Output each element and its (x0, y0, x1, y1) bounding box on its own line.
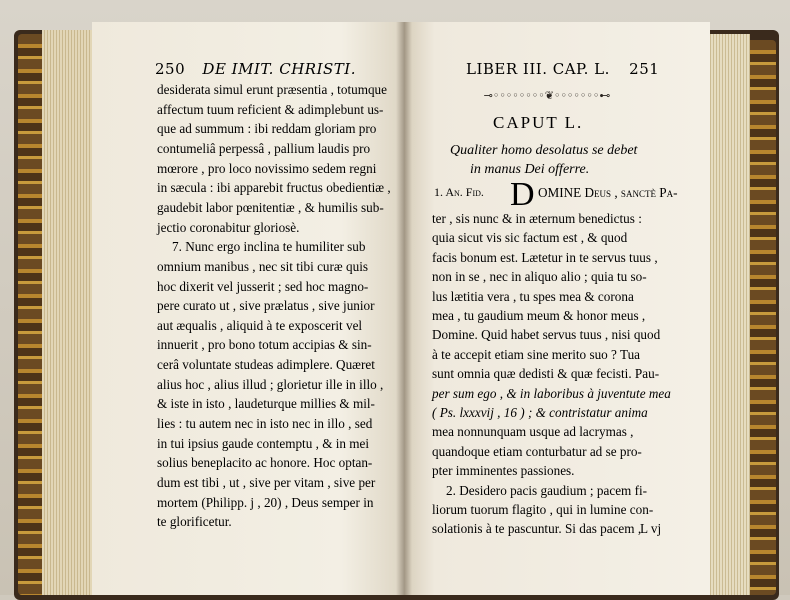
signature-mark: L vj (640, 521, 662, 536)
right-running-title: LIBER III. CAP. L. (466, 60, 610, 78)
right-page-block (708, 34, 750, 595)
left-text-line: omnium manibus , nec sit tibi curæ quis (157, 258, 368, 274)
left-text-line: lies : tu autem nec in isto nec in illo , sed (157, 416, 373, 432)
book-gutter (396, 22, 412, 595)
left-text-line: hoc dixerit vel jusserit ; sed hoc magno- (157, 278, 369, 294)
right-text-line: sunt omnia quæ dedisti & quæ fecisti. Pau- (432, 366, 660, 382)
left-text-line: alius hoc , alius illud ; glorietur ille in illo , (157, 376, 384, 392)
left-cover-edge (18, 34, 44, 595)
left-text-line: in sæcula : ibi apparebit fructus obedientiæ , (157, 180, 391, 196)
right-text-line: ter , sis nunc & in æternum benedictus : (432, 211, 642, 226)
left-text-line: & iste in isto , laudeturque millies & mil- (157, 396, 375, 412)
left-text-line: te glorificetur. (157, 514, 232, 530)
left-text-line: 7. Nunc ergo inclina te humiliter sub (172, 239, 366, 255)
left-text-line: innuerit , pro bono totum accipias & sin- (157, 337, 372, 353)
right-text-line: ( Ps. lxxxvij , 16 ) ; & contristatur anima (432, 405, 648, 420)
ornament-rule: ⊸◦◦◦◦◦◦◦◦❦◦◦◦◦◦◦◦⊷ (483, 89, 611, 102)
left-text-line: aut æqualis , aliquid à te exposcerit vel (157, 317, 363, 333)
left-text-line: cerâ voluntate studeas adimplere. Quæret (157, 357, 375, 373)
left-text-line: jectio coronabitur gloriosè. (157, 219, 300, 235)
right-text-line: mea , tu gaudium meum & honor meus , (432, 308, 646, 323)
right-text-line: lus lætitia vera , tu spes mea & corona (432, 288, 634, 304)
first-line: OMINE Deus , sanctè Pa- (538, 185, 678, 200)
right-text-line: facis bonum est. Lætetur in te servus tuus , (432, 249, 658, 265)
left-text-line: solius beneplacito ac honore. Hoc optan- (157, 455, 373, 471)
right-text-line: per sum ego , & in laboribus à juventute mea (432, 385, 671, 401)
right-text-line: Domine. Quid habet servus tuus , nisi quod (432, 327, 661, 343)
scripture-reference: 1. An. Fid. (434, 185, 484, 199)
left-text-line: gaudebit labor pœnitentiæ , & humilis sub- (157, 199, 384, 215)
left-text-line: desiderata simul erunt præsentia , totumque (157, 82, 387, 97)
right-text-line: mea nonnunquam usque ad lacrymas , (432, 424, 634, 440)
left-text-line: pere curato ut , sive prælatus , sive junior (157, 298, 375, 314)
right-text-line: non in se , nec in aliquo alio ; quia tu so- (432, 269, 647, 285)
right-text-line: quandoque etiam conturbatur ad se pro- (432, 443, 642, 459)
chapter-title: CAPUT L. (493, 113, 584, 132)
right-text-line: liorum tuorum flagito , qui in lumine con- (432, 502, 654, 517)
right-text-line: 2. Desidero pacis gaudium ; pacem fi- (446, 482, 648, 498)
right-cover-edge (748, 40, 776, 595)
chapter-subtitle-line-2: in manus Dei offerre. (470, 162, 590, 177)
chapter-subtitle-line-1: Qualiter homo desolatus se debet (450, 143, 638, 158)
left-text-line: mœrore , pro loco novissimo sedem regni (157, 160, 377, 176)
left-text-line: dum est tibi , ut , sive per vitam , sive per (157, 475, 376, 490)
left-text-line: que ad summum : ibi reddam gloriam pro (157, 121, 377, 137)
left-running-title: DE IMIT. CHRISTI. (202, 60, 356, 78)
right-text-line: à te accepit etiam sine merito suo ? Tua (432, 346, 641, 362)
left-text-line: affectum tuum reficient & adimplebunt us- (157, 101, 384, 117)
left-text-line: contumeliâ perpessâ , pallium laudis pro (157, 140, 371, 156)
right-text-line: quia sicut vis sic factum est , & quod (432, 230, 628, 246)
right-text-line: pter imminentes passiones. (432, 463, 575, 479)
drop-capital: D (510, 176, 535, 213)
left-text-line: mortem (Philipp. j , 20) , Deus semper in (157, 494, 374, 510)
right-running-head (466, 60, 659, 78)
left-page-number: 250 (155, 60, 186, 78)
left-text-line: in tui ipsius gaude contemptu , & in mei (157, 435, 370, 451)
right-text-line: solationis à te pascuntur. Si das pacem , (432, 521, 642, 537)
right-page-number: 251 (629, 60, 660, 78)
left-running-head (155, 60, 356, 78)
